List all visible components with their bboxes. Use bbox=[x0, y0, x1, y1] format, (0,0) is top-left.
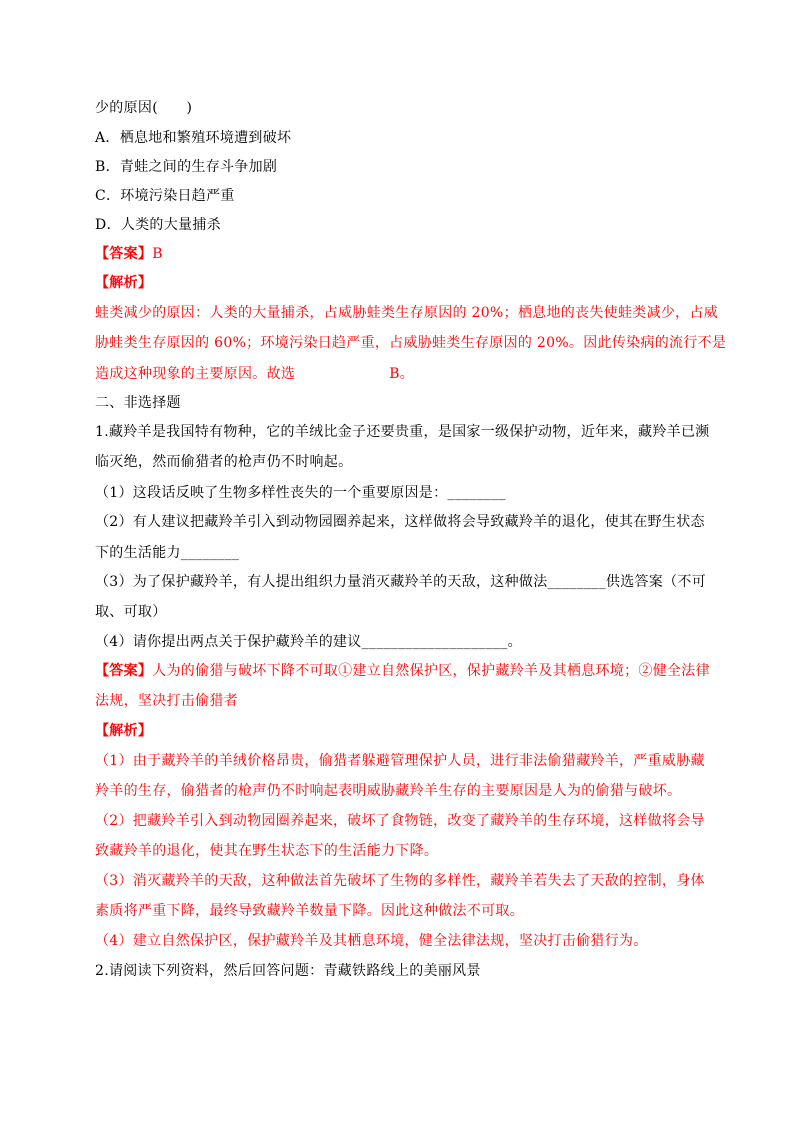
q1-sub1: （1）这段话反映了生物多样性丧失的一个重要原因是：________ bbox=[95, 485, 506, 501]
q1-sub2-line: （2）有人建议把藏羚羊引入到动物园圈养起来，这样做将会导致藏羚羊的退化，使其在野生状态 bbox=[95, 514, 705, 530]
analysis-text: 造成这种现象的主要原因。故选 bbox=[95, 366, 296, 382]
option-d: D．人类的大量捕杀 bbox=[95, 217, 221, 233]
q1-analysis-line: （3）消灭藏羚羊的天敌，这种做法首先破坏了生物的多样性，藏羚羊若失去了天敌的控制，身体 bbox=[95, 873, 705, 889]
q1-sub3-line: （3）为了保护藏羚羊，有人提出组织力量消灭藏羚羊的天敌，这种做法________供选答案（不可 bbox=[95, 574, 707, 590]
analysis-line bbox=[95, 364, 414, 384]
answer-tag: 【答案】 bbox=[95, 246, 153, 262]
analysis-line: 蛙类减少的原因：人类的大量捕杀，占威胁蛙类生存原因的 20%；栖息地的丧失使蛙类减少，占威 bbox=[95, 305, 719, 321]
q2-stem: 2.请阅读下列资料，然后回答问题：青藏铁路线上的美丽风景 bbox=[95, 963, 481, 979]
q1-stem-line: 临灭绝，然而偷猎者的枪声仍不时响起。 bbox=[95, 454, 353, 470]
q1-answer-row bbox=[95, 661, 710, 681]
answer-row bbox=[95, 244, 163, 264]
q1-analysis-tag: 【解析】 bbox=[95, 723, 153, 739]
q1-analysis-line: 素质将严重下降，最终导致藏羚羊数量下降。因此这种做法不可取。 bbox=[95, 903, 524, 919]
q1-sub2-line: 下的生活能力________ bbox=[95, 545, 240, 561]
q1-analysis-line: （2）把藏羚羊引入到动物园圈养起来，破坏了食物链，改变了藏羚羊的生存环境，这样做将会导 bbox=[95, 813, 705, 829]
option-b: B．青蛙之间的生存斗争加剧 bbox=[95, 159, 278, 175]
q1-analysis-line: 羚羊的生存，偷猎者的枪声仍不时响起表明威胁藏羚羊生存的主要原因是人为的偷猎与破坏。 bbox=[95, 783, 682, 799]
analysis-tag: 【解析】 bbox=[95, 275, 153, 291]
answer-tag: 【答案】 bbox=[95, 663, 153, 679]
q1-sub3-line: 取、可取） bbox=[95, 604, 167, 620]
question-stem-tail: 少的原因( ) bbox=[95, 100, 193, 116]
q1-analysis-line: （1）由于藏羚羊的羊绒价格昂贵，偷猎者躲避管理保护人员，进行非法偷猎藏羚羊，严重威胁藏 bbox=[95, 753, 705, 769]
q1-stem-line: 1.藏羚羊是我国特有物种，它的羊绒比金子还要贵重，是国家一级保护动物，近年来，藏羚羊已濒 bbox=[95, 424, 710, 440]
q1-analysis-line: 致藏羚羊的退化，使其在野生状态下的生活能力下降。 bbox=[95, 843, 439, 859]
analysis-line: 胁蛙类生存原因的 60%；环境污染日趋严重，占威胁蛙类生存原因的 20%。因此传染病的流行不是 bbox=[95, 335, 727, 351]
q1-analysis-line: （4）建立自然保护区，保护藏羚羊及其栖息环境，健全法律法规，坚决打击偷猎行为。 bbox=[95, 933, 648, 949]
option-c: C．环境污染日趋严重 bbox=[95, 188, 235, 204]
analysis-answer: B。 bbox=[389, 366, 415, 382]
q1-sub4: （4）请你提出两点关于保护藏羚羊的建议____________________。 bbox=[95, 634, 522, 650]
answer-value: B bbox=[152, 246, 163, 262]
section-title: 二、非选择题 bbox=[95, 395, 181, 411]
q1-answer-line: 法规，坚决打击偷猎者 bbox=[95, 693, 238, 709]
answer-text: 人为的偷猎与破坏下降不可取①建立自然保护区，保护藏羚羊及其栖息环境；②健全法律 bbox=[152, 663, 710, 679]
option-a: A．栖息地和繁殖环境遭到破坏 bbox=[95, 130, 292, 146]
